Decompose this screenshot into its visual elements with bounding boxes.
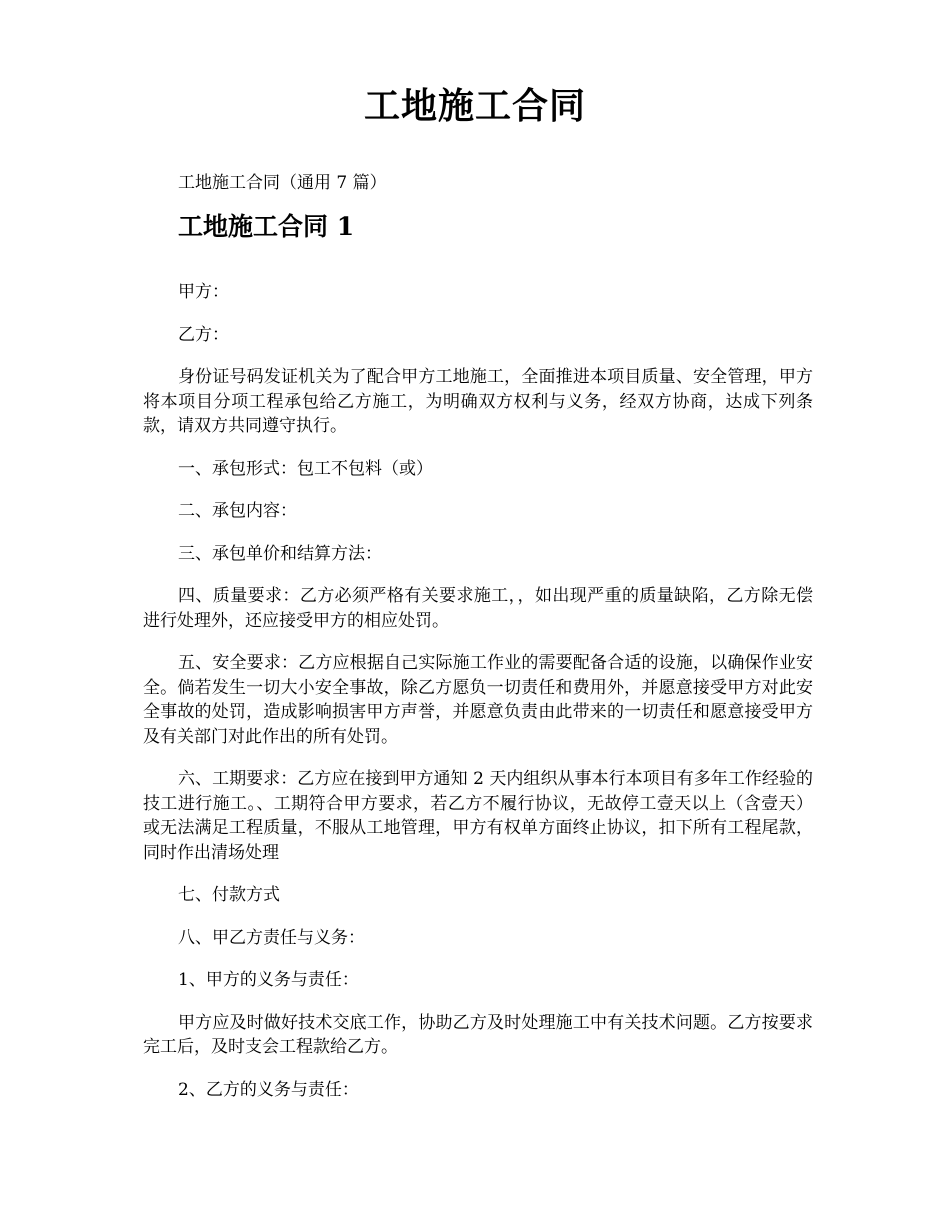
clause-contract-content: 二、承包内容：	[178, 501, 297, 521]
clause-unit-price: 三、承包单价和结算方法：	[178, 543, 382, 564]
clause-quality: 四、质量要求：乙方必须严格有关要求施工，，如出现严重的质量缺陷，乙方除无偿进行处理外，还应接受甲方的相应处罚。	[143, 586, 813, 631]
party-a-duties-text: 甲方应及时做好技术交底工作，协助乙方及时处理施工中有关技术问题。乙方按要求完工后，及时支会工程款给乙方。	[143, 1012, 813, 1057]
clause-responsibilities: 八、甲乙方责任与义务：	[178, 927, 365, 948]
clause-safety: 五、安全要求：乙方应根据自己实际施工作业的需要配备合适的设施，以确保作业安全。倘若发生一切大小安全事故，除乙方愿负一切责任和费用外，并愿意接受甲方对此安全事故的处罚，造成影响损害甲方声誉，并愿意负责由此带来的一切责任和愿意接受甲方及有关部门对此作出的所有处罚。	[143, 653, 813, 747]
party-a-line: 甲方：	[178, 282, 229, 302]
party-a-duties-heading: 1、甲方的义务与责任：	[178, 970, 359, 990]
document-subtitle: 工地施工合同（通用 7 篇）	[178, 173, 387, 193]
section-heading: 工地施工合同 1	[178, 212, 355, 241]
document-body	[143, 280, 813, 1120]
clause-payment: 七、付款方式	[178, 885, 280, 905]
party-b-duties-heading: 2、乙方的义务与责任：	[178, 1079, 359, 1100]
party-b-line: 乙方：	[178, 324, 229, 345]
clause-schedule: 六、工期要求：乙方应在接到甲方通知 2 天内组织从事本行本项目有多年工作经验的技工进行施工。、工期符合甲方要求，若乙方不履行协议，无故停工壹天以上（含壹天）或无法满足工程质量，不服从工地管理，甲方有权单方面终止协议，扣下所有工程尾款，同时作出清场处理	[143, 769, 813, 863]
document-title: 工地施工合同	[363, 85, 586, 127]
preamble-paragraph: 身份证号码发证机关为了配合甲方工地施工，全面推进本项目质量、安全管理，甲方将本项目分项工程承包给乙方施工，为明确双方权利与义务，经双方协商，达成下列条款，请双方共同遵守执行。	[143, 367, 813, 436]
clause-contract-form: 一、承包形式：包工不包料（或）	[178, 458, 433, 479]
